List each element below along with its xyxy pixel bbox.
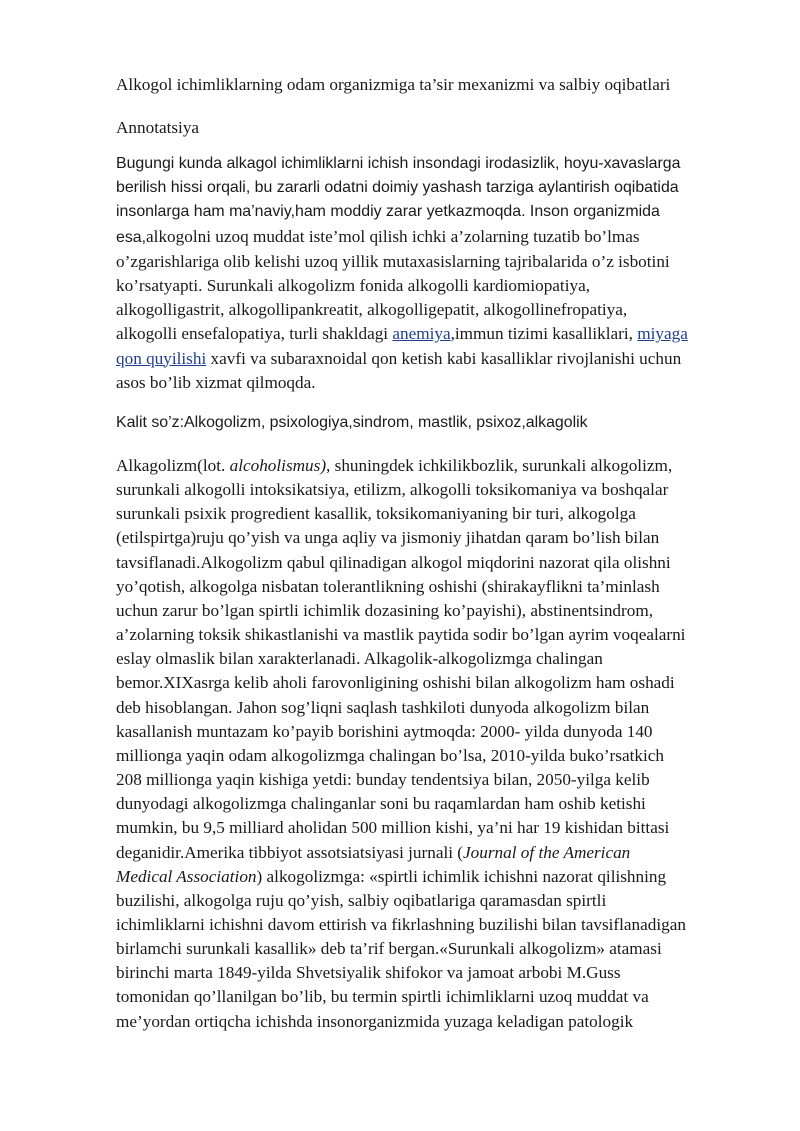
body-line: surunkali alkogolli intoksikatsiya, etilizm, alkogolli toksikomaniya va boshqalar xyxy=(116,480,669,500)
body-line xyxy=(116,841,748,865)
abstract-line xyxy=(116,225,746,250)
journal-title: Medical Association xyxy=(116,866,257,886)
journal-title: Journal of the American xyxy=(463,842,631,862)
body-line: (etilspirtga)ruju qo’yish va unga aqliy va jismoniy jihatdan qaram bo’lish bilan xyxy=(116,528,660,548)
abstract-line: ko’rsatyapti. Surunkali alkogolizm fonida alkogolli kardiomiopatiya, xyxy=(116,276,590,296)
abstract-line: asos bo’lib xizmat qilmoqda. xyxy=(116,372,316,392)
abstract-text: xavfi va subaraxnoidal qon ketish kabi kasalliklar rivojlanishi uchun xyxy=(206,348,682,368)
body-text: deganidir.Amerika tibbiyot assotsiatsiyasi jurnali ( xyxy=(116,842,464,862)
abstract-text: ,immun tizimi kasalliklari, xyxy=(450,324,638,344)
body-line: a’zolarning toksik shikastlanishi va mastlik paytida sodir bo’lgan ayrim voqealarni xyxy=(116,625,686,645)
anemiya-link[interactable]: anemiya xyxy=(392,324,451,344)
abstract-paragraph xyxy=(116,152,746,395)
body-text: , shuningdek ichkilikbozlik, surunkali alkogolizm, xyxy=(326,456,673,475)
body-line: surunkali psixik progredient kasallik, toksikomaniyaning bir turi, alkogolga xyxy=(116,504,636,524)
abstract-line: insonlarga ham ma’naviy,ham moddiy zarar yetkazmoqda. Inson organizmida xyxy=(116,203,660,221)
body-line: yo’qotish, alkogolga nisbatan tolerantlikning oshishi (shirakayflikni ta’minlash xyxy=(116,576,660,596)
abstract-text: alkogolni uzoq muddat iste’mol qilish ichki a’zolarning tuzatib bo’lmas xyxy=(146,226,640,246)
latin-term: alcoholismus) xyxy=(229,456,327,475)
body-line: me’yordan ortiqcha ichishda insonorganizmida yuzaga keladigan patologik xyxy=(116,1011,634,1031)
body-text: Alkagolizm(lot. xyxy=(116,456,230,475)
body-paragraph xyxy=(116,454,748,1034)
body-line: millionga yaqin odam alkogolizmga chalingan bo’lsa, 2010-yilda buko’rsatkich xyxy=(116,745,664,765)
body-line: birlamchi surunkali kasallik» deb ta’rif bergan.«Surunkali alkogolizm» atamasi xyxy=(116,939,662,959)
abstract-line: alkogolligastrit, alkogollipankreatit, alkogolligepatit, alkogollinefropatiya, xyxy=(116,300,628,320)
body-line xyxy=(116,865,748,889)
abstract-line xyxy=(116,347,746,371)
abstract-line: Bugungi kunda alkagol ichimliklarni ichish insondagi irodasizlik, hoyu-xavaslarga xyxy=(116,155,681,172)
body-line: birinchi marta 1849-yilda Shvetsiyalik shifokor va jamoat arbobi M.Guss xyxy=(116,963,621,983)
abstract-line xyxy=(116,322,746,346)
body-line: deb hisoblangan. Jahon sog’liqni saqlash tashkiloti dunyoda alkogolizm bilan xyxy=(116,697,650,717)
body-line: eslay olmaslik bilan xarakterlanadi. Alkagolik-alkogolizmga chalingan xyxy=(116,649,603,669)
body-text: ) alkogolizmga: «spirtli ichimlik ichishni nazorat qilishning xyxy=(256,866,667,886)
body-line: bemor.XIXasrga kelib aholi farovonligining oshishi bilan alkogolizm ham oshadi xyxy=(116,673,675,693)
body-line: tomonidan qo’llanilgan bo’lib, bu termin spirtli ichimliklarni uzoq muddat va xyxy=(116,987,649,1007)
body-line: buzilishi, alkogolga ruju qo’yish, salbiy oqibatlariga qaramasdan spirtli xyxy=(116,890,607,910)
abstract-line: berilish hissi orqali, bu zararli odatni doimiy yashash tarziga aylantirish oqibatida xyxy=(116,179,679,197)
body-line: uchun zarur bo’lgan spirtli ichimlik dozasining ko’payishi), abstinentsindrom, xyxy=(116,600,654,620)
body-line: dunyodagi alkogolizmga chalinganlar soni bu raqamlardan ham oshib ketishi xyxy=(116,794,646,814)
abstract-text: alkogolli ensefalopatiya, turli shakldagi xyxy=(116,324,393,344)
miyaga-qon-quyilishi-link[interactable]: miyaga xyxy=(637,324,688,344)
body-line: 208 millionga yaqin kishiga yetdi: bunday tendentsiya bilan, 2050-yilga kelib xyxy=(116,770,650,790)
body-line xyxy=(116,454,748,478)
abstract-text: esa, xyxy=(116,228,147,246)
abstract-line: o’zgarishlariga olib kelishi uzoq yillik mutaxasislarning tajribalarida o’z isbotini xyxy=(116,251,670,271)
body-line: kasallanish muntazam ko’payib borishini aytmoqda: 2000- yilda dunyoda 140 xyxy=(116,721,653,741)
body-line: mumkin, bu 9,5 milliard aholidan 500 million kishi, ya’ni har 19 kishidan bittasi xyxy=(116,818,670,838)
body-line: tavsiflanadi.Alkogolizm qabul qilinadigan alkogol miqdorini nazorat qila olishni xyxy=(116,552,671,572)
miyaga-qon-quyilishi-link-continued[interactable]: qon quyilishi xyxy=(116,348,207,368)
body-line: ichimliklarni ichishni davom ettirish va fikrlashning buzilishi bilan tavsiflanadigan xyxy=(116,914,686,934)
annotation-heading: Annotatsiya xyxy=(116,118,200,137)
keywords-line: Kalit so’z:Alkogolizm, psixologiya,sindrom, mastlik, psixoz,alkagolik xyxy=(116,414,588,431)
document-title: Alkogol ichimliklarning odam organizmiga ta’sir mexanizmi va salbiy oqibatlari xyxy=(116,75,671,94)
